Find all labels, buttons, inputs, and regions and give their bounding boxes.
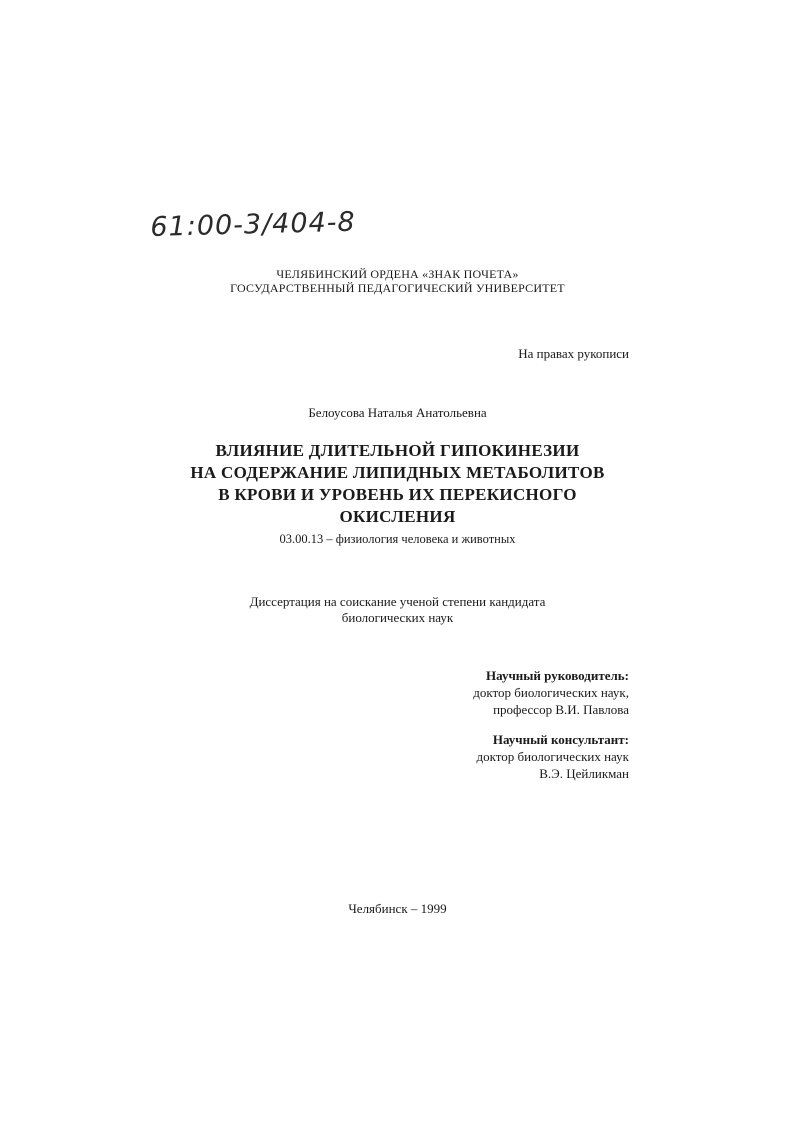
title-line-1: ВЛИЯНИЕ ДЛИТЕЛЬНОЙ ГИПОКИНЕЗИИ <box>215 441 580 460</box>
supervisor-line-2: профессор В.И. Павлова <box>493 702 629 717</box>
archive-mark: 61:00-3/404-8 <box>150 206 357 243</box>
consultant-line-1: доктор биологических наук <box>476 749 629 764</box>
city-year: Челябинск – 1999 <box>348 901 447 916</box>
supervisor-block <box>473 667 629 718</box>
consultant-line-2: В.Э. Цейликман <box>539 766 629 781</box>
consultant-block <box>476 731 629 782</box>
supervisor-line-1: доктор биологических наук, <box>473 685 629 700</box>
university-line-2: ГОСУДАРСТВЕННЫЙ ПЕДАГОГИЧЕСКИЙ УНИВЕРСИТЕТ <box>230 281 565 295</box>
dissertation-line-2: биологических наук <box>341 610 454 625</box>
dissertation-line-1: Диссертация на соискание ученой степени кандидата <box>249 594 546 609</box>
dissertation-degree <box>0 594 795 626</box>
specialty-code: 03.00.13 – физиология человека и животных <box>279 532 516 546</box>
consultant-heading: Научный консультант: <box>492 732 629 747</box>
title-line-4: ОКИСЛЕНИЯ <box>339 507 456 526</box>
university-name <box>0 267 795 295</box>
supervisor-heading: Научный руководитель: <box>486 668 629 683</box>
university-line-1: ЧЕЛЯБИНСКИЙ ОРДЕНА «ЗНАК ПОЧЕТА» <box>276 267 519 281</box>
title-line-2: НА СОДЕРЖАНИЕ ЛИПИДНЫХ МЕТАБОЛИТОВ <box>190 463 605 482</box>
dissertation-title <box>0 440 795 528</box>
author-name: Белоусова Наталья Анатольевна <box>308 405 487 420</box>
manuscript-note: На правах рукописи <box>518 346 629 361</box>
title-line-3: В КРОВИ И УРОВЕНЬ ИХ ПЕРЕКИСНОГО <box>218 485 577 504</box>
